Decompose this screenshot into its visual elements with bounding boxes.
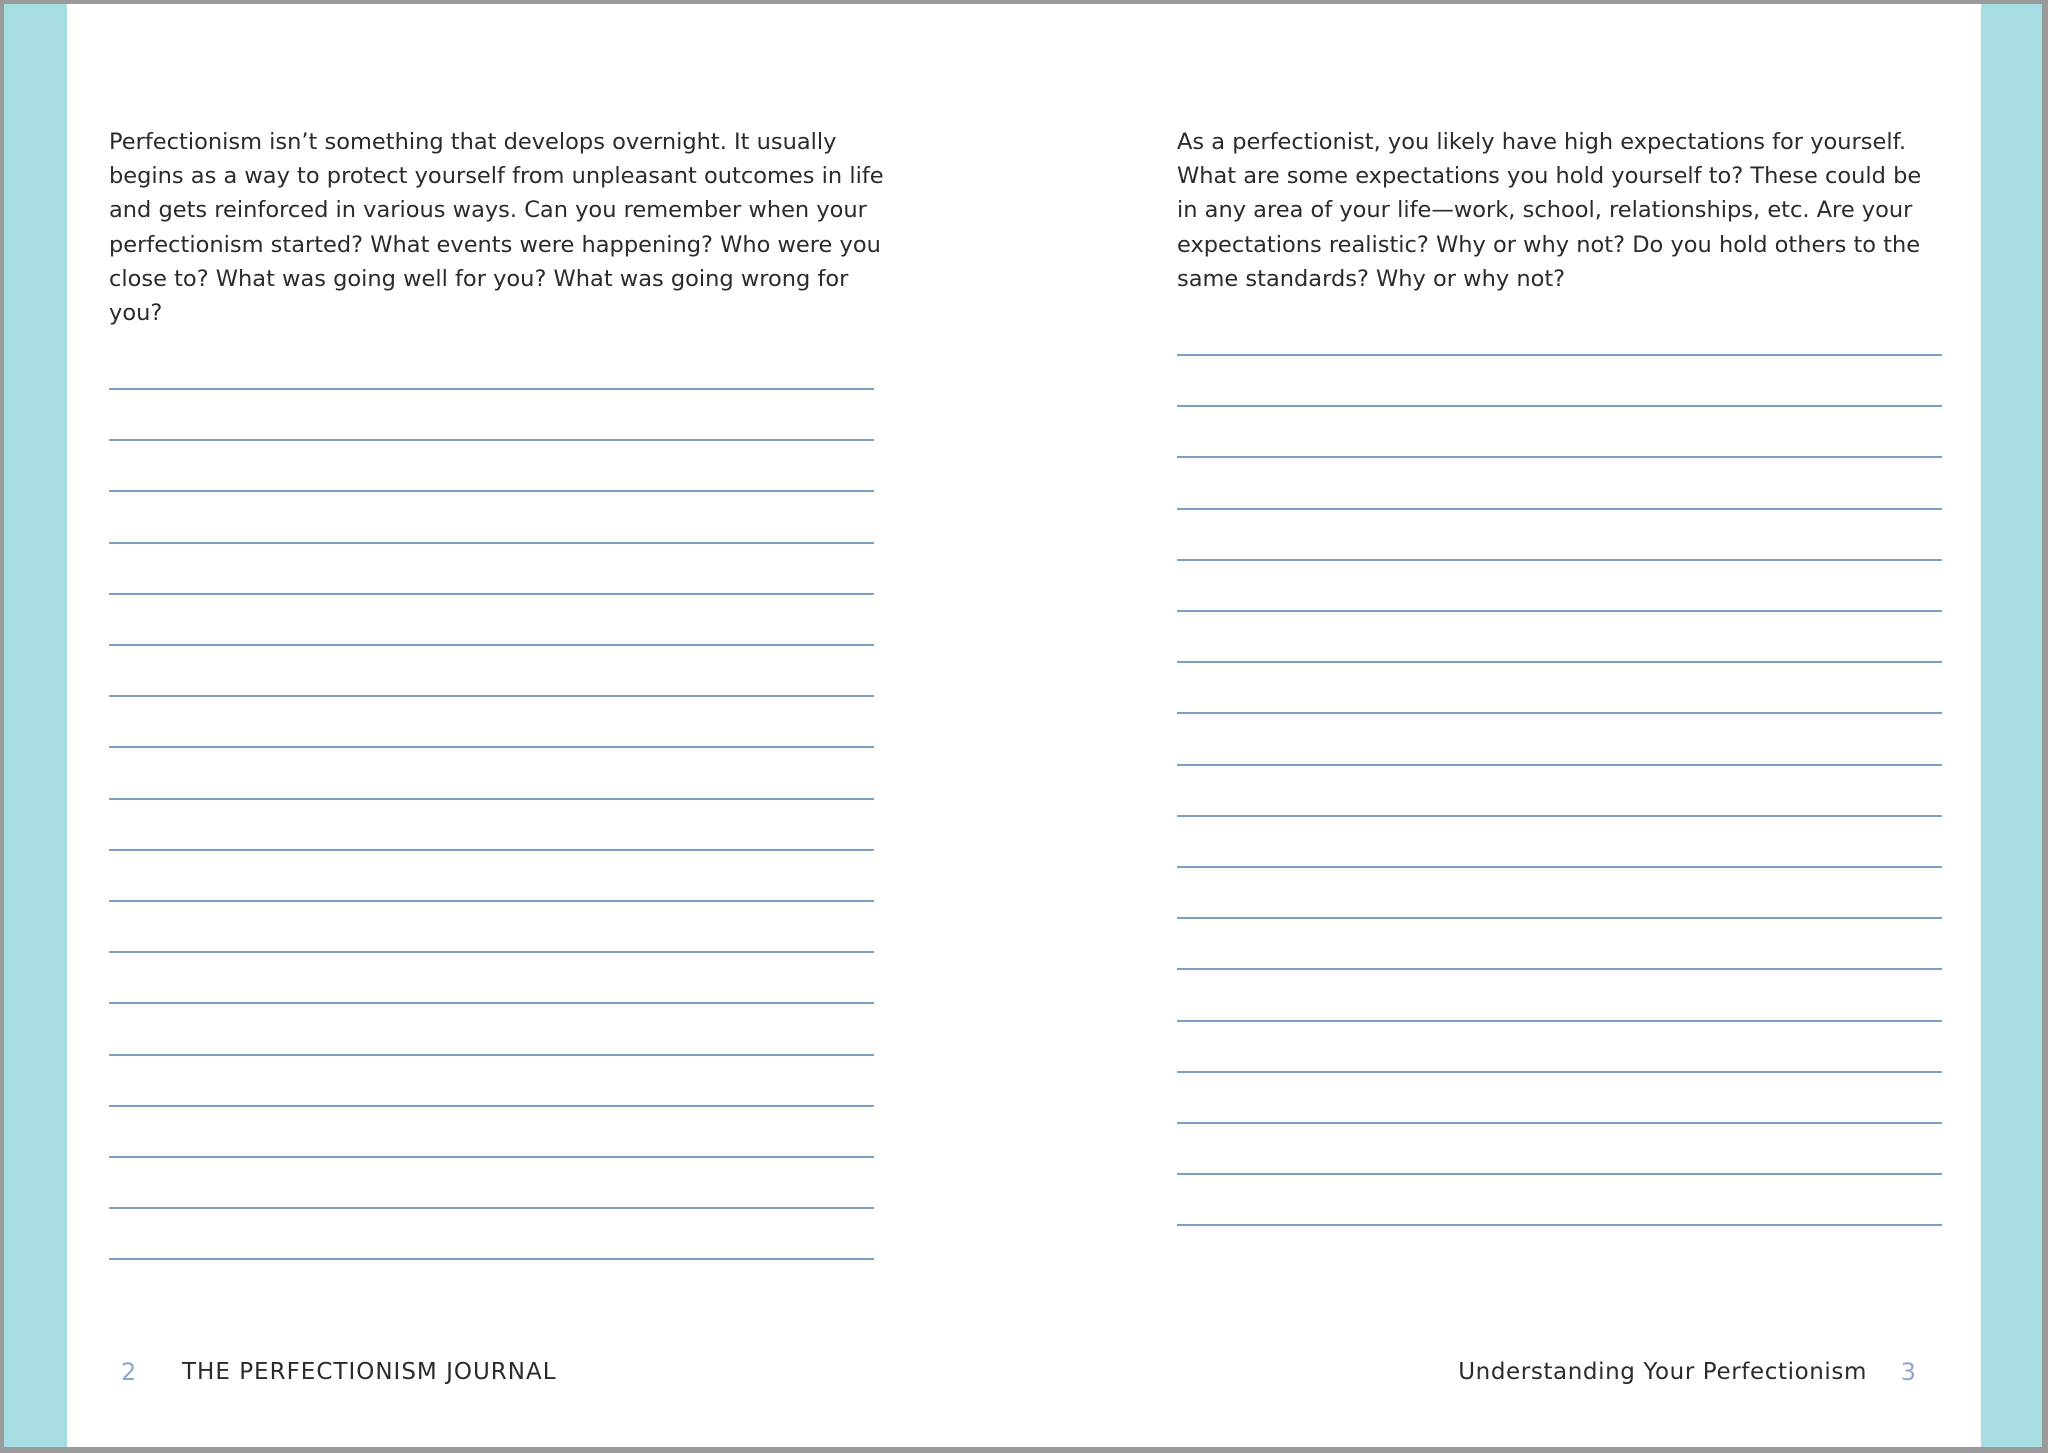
writing-line[interactable] xyxy=(109,900,874,902)
writing-line[interactable] xyxy=(1177,661,1942,663)
writing-line[interactable] xyxy=(109,644,874,646)
writing-line[interactable] xyxy=(109,388,874,390)
writing-line[interactable] xyxy=(109,1207,874,1209)
writing-line[interactable] xyxy=(1177,354,1942,356)
writing-line[interactable] xyxy=(1177,1224,1942,1226)
writing-line[interactable] xyxy=(1177,1122,1942,1124)
writing-line[interactable] xyxy=(109,695,874,697)
writing-line[interactable] xyxy=(109,1258,874,1260)
writing-line[interactable] xyxy=(109,490,874,492)
writing-line[interactable] xyxy=(1177,1071,1942,1073)
writing-line[interactable] xyxy=(1177,1173,1942,1175)
writing-line[interactable] xyxy=(109,1156,874,1158)
writing-line[interactable] xyxy=(1177,559,1942,561)
writing-line[interactable] xyxy=(109,1002,874,1004)
writing-line[interactable] xyxy=(1177,968,1942,970)
writing-line[interactable] xyxy=(109,849,874,851)
right-running-head: Understanding Your Perfectionism xyxy=(1458,1359,1867,1385)
writing-line[interactable] xyxy=(1177,508,1942,510)
writing-line[interactable] xyxy=(109,593,874,595)
writing-line[interactable] xyxy=(1177,764,1942,766)
right-journal-prompt: As a perfectionist, you likely have high expectations for yourself. What are some expectations you hold yourself to? These could be in any area of your life—work, school, relationships, etc. Are your expectations realistic? Why or why not? Do you hold others to the same standards? Why or why not? xyxy=(1177,129,1922,292)
writing-line[interactable] xyxy=(109,746,874,748)
writing-line[interactable] xyxy=(109,1054,874,1056)
writing-line[interactable] xyxy=(1177,712,1942,714)
writing-line[interactable] xyxy=(109,1105,874,1107)
writing-line[interactable] xyxy=(109,798,874,800)
writing-line[interactable] xyxy=(1177,866,1942,868)
right-page-number: 3 xyxy=(1900,1358,1916,1386)
writing-line[interactable] xyxy=(1177,456,1942,458)
left-journal-prompt: Perfectionism isn’t something that develops overnight. It usually begins as a way to protect yourself from unpleasant outcomes in life and gets reinforced in various ways. Can you remember when your perfectionism started? What events were happening? Who were you close to? What was going well for you? What was going wrong for you? xyxy=(109,129,884,327)
writing-line[interactable] xyxy=(1177,610,1942,612)
left-edge-band xyxy=(4,4,67,1447)
writing-line[interactable] xyxy=(1177,815,1942,817)
writing-line[interactable] xyxy=(109,542,874,544)
left-running-head: THE PERFECTIONISM JOURNAL xyxy=(182,1359,557,1385)
writing-line[interactable] xyxy=(109,439,874,441)
left-page-number: 2 xyxy=(121,1358,137,1386)
writing-line[interactable] xyxy=(1177,405,1942,407)
writing-line[interactable] xyxy=(1177,1020,1942,1022)
right-edge-band xyxy=(1981,4,2042,1447)
writing-line[interactable] xyxy=(1177,917,1942,919)
writing-line[interactable] xyxy=(109,951,874,953)
book-spread xyxy=(4,4,2042,1447)
